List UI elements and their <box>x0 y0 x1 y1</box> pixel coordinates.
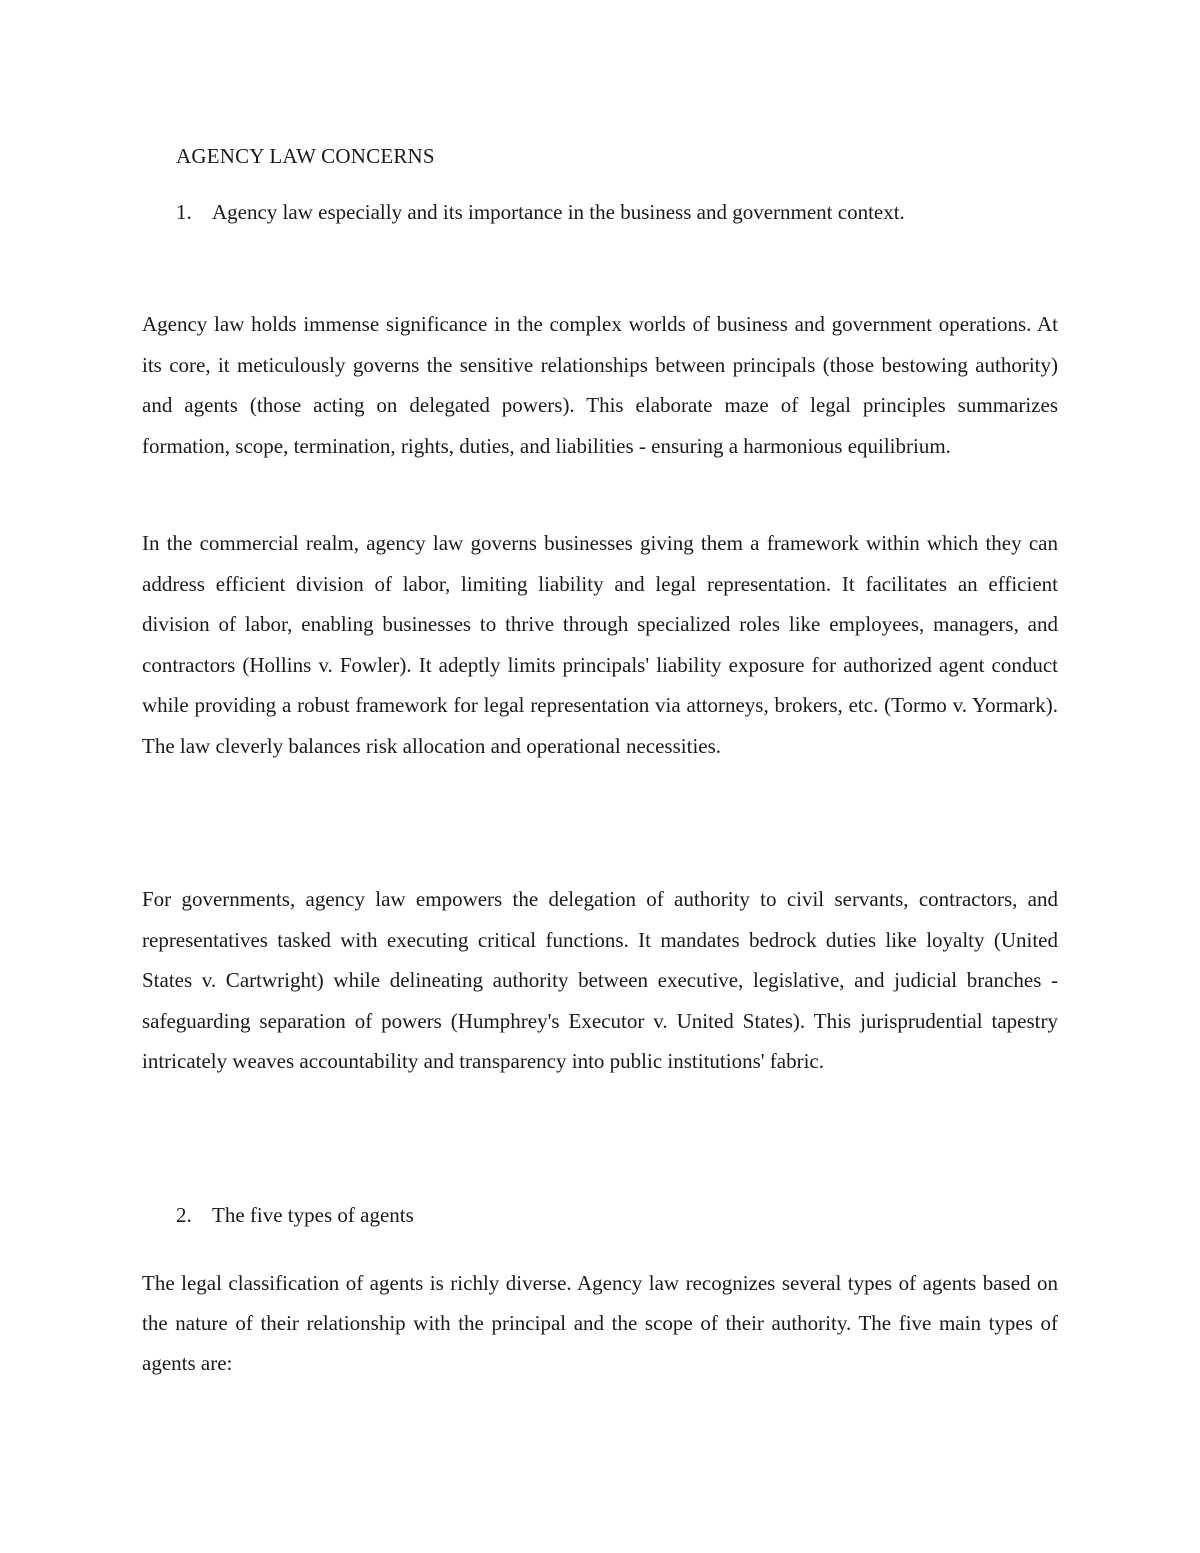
section-heading-text-1: Agency law especially and its importance in the business and government context. <box>212 200 905 224</box>
document-title: AGENCY LAW CONCERNS <box>176 144 435 168</box>
section-heading-1 <box>176 198 905 226</box>
paragraph-3: For governments, agency law empowers the delegation of authority to civil servants, contractors, and representatives tasked with executing critical functions. It mandates bedrock duties like loyalty (United States v. Cartwright) while delineating authority between executive, legislative, and judicial branches - safeguarding separation of powers (Humphrey's Executor v. United States). This jurisprudential tapestry intricately weaves accountability and transparency into public institutions' fabric. <box>142 887 1058 1073</box>
section-heading-text-2: The five types of agents <box>212 1203 414 1227</box>
paragraph-1: Agency law holds immense significance in the complex worlds of business and government operations. At its core, it meticulously governs the sensitive relationships between principals (those bestowing authority) and agents (those acting on delegated powers). This elaborate maze of legal principles summarizes formation, scope, termination, rights, duties, and liabilities - ensuring a harmonious equilibrium. <box>142 312 1058 458</box>
paragraph-4: The legal classification of agents is richly diverse. Agency law recognizes several types of agents based on the nature of their relationship with the principal and the scope of their authority. The five main types of agents are: <box>142 1271 1058 1375</box>
section-number-2: 2. <box>176 1203 192 1227</box>
section-number-1: 1. <box>176 200 192 224</box>
paragraph-2: In the commercial realm, agency law governs businesses giving them a framework within which they can address efficient division of labor, limiting liability and legal representation. It facilitates an efficient division of labor, enabling businesses to thrive through specialized roles like employees, managers, and contractors (Hollins v. Fowler). It adeptly limits principals' liability exposure for authorized agent conduct while providing a robust framework for legal representation via attorneys, brokers, etc. (Tormo v. Yormark). The law cleverly balances risk allocation and operational necessities. <box>142 531 1058 758</box>
section-heading-2 <box>176 1201 414 1229</box>
